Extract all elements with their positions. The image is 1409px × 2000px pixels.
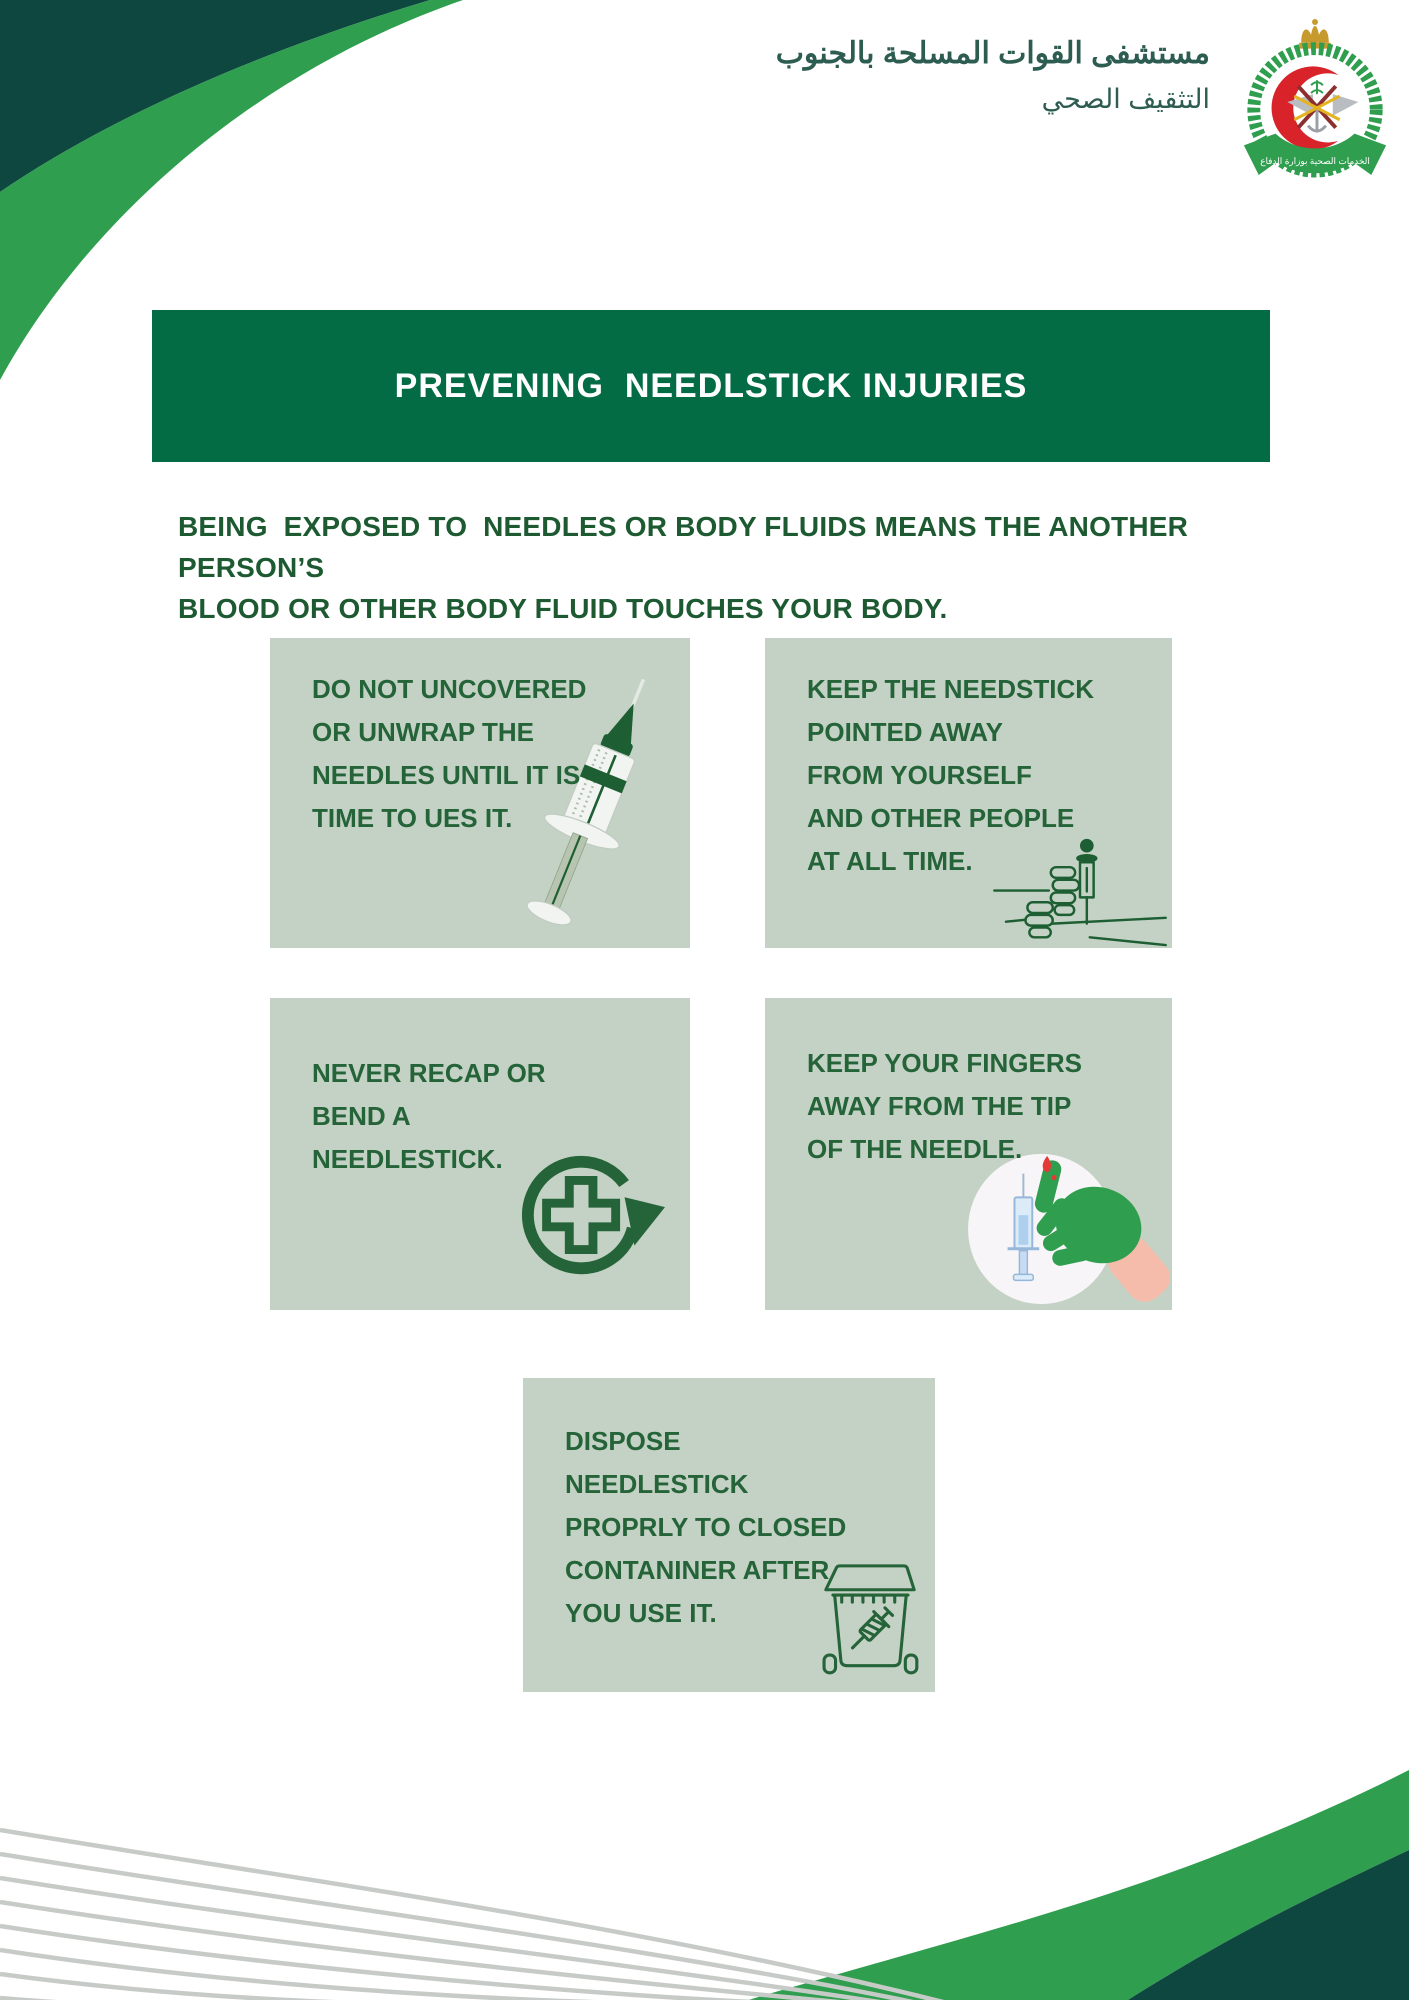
health-education-subtitle-arabic: التثقيف الصحي (1041, 84, 1210, 114)
card-text: KEEP THE NEEDSTICK POINTED AWAY FROM YOURSELF AND OTHER PEOPLE AT ALL TIME. (807, 674, 1095, 876)
card-text: NEVER RECAP OR BEND A NEEDLESTICK. (312, 1058, 546, 1174)
card-text: DISPOSE NEEDLESTICK PROPRLY TO CLOSED CONTANINER AFTER YOU USE IT. (565, 1426, 847, 1628)
intro-line: BLOOD OR OTHER BODY FLUID TOUCHES YOUR BODY. (178, 593, 948, 624)
poster-title: PREVENING NEEDLSTICK INJURIES (394, 366, 1028, 405)
card-text: DO NOT UNCOVERED OR UNWRAP THE NEEDLES UNTIL IT IS TIME TO UES IT. (312, 674, 587, 833)
card-do-not-uncover (270, 638, 690, 948)
card-fingers-away (765, 998, 1172, 1310)
title-banner (152, 310, 1270, 462)
card-text: KEEP YOUR FINGERS AWAY FROM THE TIP OF THE NEEDLE. (807, 1048, 1082, 1164)
armed-forces-medical-services-logo (1236, 14, 1394, 186)
bottom-left-arc-lines (0, 1830, 955, 2000)
intro-paragraph (178, 506, 1298, 629)
hospital-name-arabic: مستشفى القوات المسلحة بالجنوب (775, 37, 1210, 70)
bottom-right-swoosh (748, 1770, 1409, 2000)
header-titles (776, 30, 1210, 121)
card-dispose-container (523, 1378, 935, 1692)
card-pointed-away (765, 638, 1172, 948)
card-never-recap (270, 998, 690, 1310)
intro-line: BEING EXPOSED TO NEEDLES OR BODY FLUIDS MEANS THE ANOTHER PERSON’S (178, 511, 1197, 583)
ribbon-text-arabic: الخدمات الصحية بوزارة الدفاع (1260, 156, 1370, 167)
